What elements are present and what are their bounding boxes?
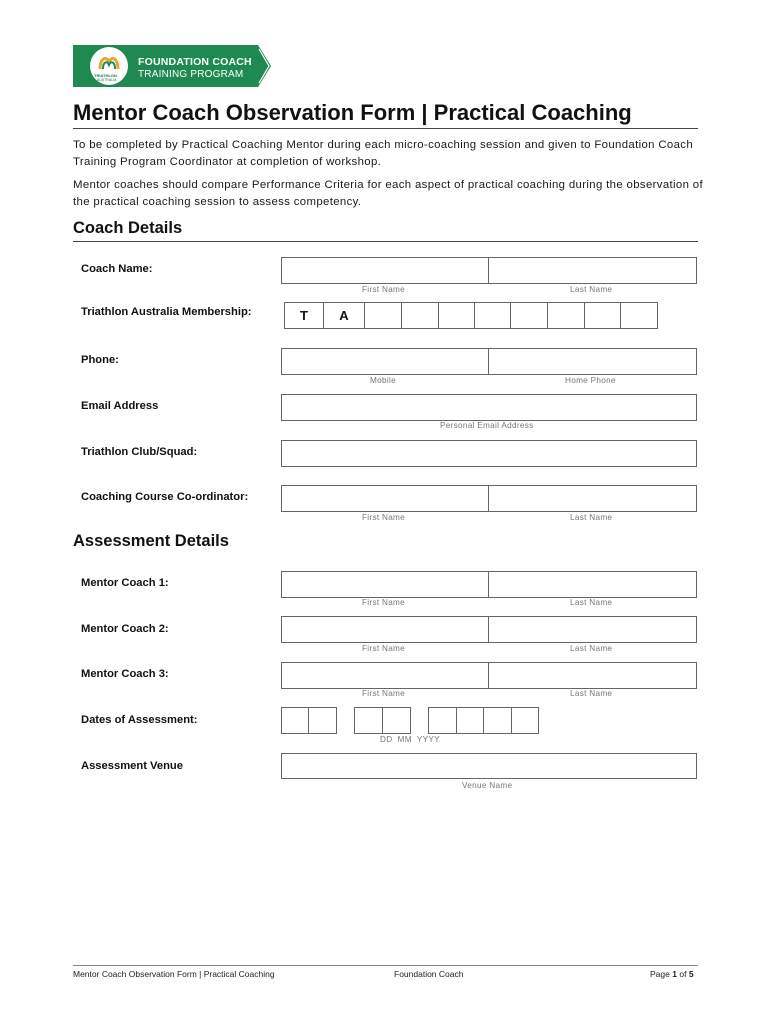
year-digit-2-input[interactable] — [456, 707, 484, 734]
mentor1-last-name-input[interactable] — [488, 571, 697, 598]
membership-label: Triathlon Australia Membership: — [81, 306, 252, 318]
venue-input[interactable] — [281, 753, 697, 779]
coach-first-name-hint: First Name — [362, 285, 406, 294]
membership-prefix-a: A — [323, 302, 365, 329]
home-phone-hint: Home Phone — [565, 376, 616, 385]
mentor1-first-name-hint: First Name — [362, 598, 406, 607]
coordinator-last-name-hint: Last Name — [570, 513, 613, 522]
coordinator-label: Coaching Course Co-ordinator: — [81, 491, 249, 503]
mentor1-first-name-input[interactable] — [281, 571, 489, 598]
mentor2-first-name-hint: First Name — [362, 644, 406, 653]
day-digit-2-input[interactable] — [308, 707, 337, 734]
year-digit-4-input[interactable] — [511, 707, 539, 734]
title-divider — [73, 128, 698, 129]
month-digit-1-input[interactable] — [354, 707, 383, 734]
footer-divider — [73, 965, 698, 966]
page-total: 5 — [688, 969, 694, 979]
mentor2-label: Mentor Coach 2: — [81, 623, 169, 635]
coordinator-first-name-hint: First Name — [362, 513, 406, 522]
mentor3-first-name-hint: First Name — [362, 689, 406, 698]
club-label: Triathlon Club/Squad: — [81, 446, 198, 458]
coach-name-label: Coach Name: — [81, 263, 153, 275]
coach-details-divider — [73, 241, 698, 242]
mobile-hint: Mobile — [370, 376, 396, 385]
logo-line2: TRAINING PROGRAM — [138, 69, 244, 80]
membership-digit-7[interactable] — [584, 302, 621, 329]
email-hint: Personal Email Address — [440, 421, 534, 430]
logo-mark-line2: AUSTRALIA — [97, 78, 117, 82]
mentor1-label: Mentor Coach 1: — [81, 577, 169, 589]
membership-digit-6[interactable] — [547, 302, 585, 329]
email-input[interactable] — [281, 394, 697, 421]
mentor3-first-name-input[interactable] — [281, 662, 489, 689]
coach-details-heading: Coach Details — [73, 219, 183, 237]
page-title: Mentor Coach Observation Form | Practical Coaching — [73, 100, 632, 125]
membership-digit-1[interactable] — [364, 302, 402, 329]
mentor3-last-name-input[interactable] — [488, 662, 697, 689]
page-prefix: Page — [650, 969, 670, 979]
mentor2-last-name-hint: Last Name — [570, 644, 613, 653]
footer-form-title: Mentor Coach Observation Form | Practical Coaching — [73, 969, 275, 979]
intro-paragraph-1: To be completed by Practical Coaching Mentor during each micro-coaching session and given to Foundation Coach Training Program Coordinator at completion of workshop. — [73, 139, 694, 168]
venue-hint: Venue Name — [462, 781, 513, 790]
email-label: Email Address — [81, 400, 159, 412]
footer-page-number — [650, 969, 694, 979]
dates-label: Dates of Assessment: — [81, 714, 198, 726]
month-digit-2-input[interactable] — [382, 707, 411, 734]
home-phone-input[interactable] — [488, 348, 697, 375]
mentor2-last-name-input[interactable] — [488, 616, 697, 643]
membership-digit-8[interactable] — [620, 302, 658, 329]
day-digit-1-input[interactable] — [281, 707, 309, 734]
mentor1-last-name-hint: Last Name — [570, 598, 613, 607]
membership-digit-2[interactable] — [401, 302, 439, 329]
footer-program: Foundation Coach — [394, 969, 464, 979]
year-digit-1-input[interactable] — [428, 707, 457, 734]
mobile-phone-input[interactable] — [281, 348, 489, 375]
membership-digit-4[interactable] — [474, 302, 511, 329]
coach-first-name-input[interactable] — [281, 257, 489, 284]
mentor3-label: Mentor Coach 3: — [81, 668, 169, 680]
page-current: 1 — [672, 969, 677, 979]
mentor3-last-name-hint: Last Name — [570, 689, 613, 698]
foundation-coach-logo — [73, 45, 273, 87]
intro-paragraph-2: Mentor coaches should compare Performance Criteria for each aspect of practical coaching during the observation of the practical coaching session to assess competency. — [73, 179, 703, 208]
year-digit-3-input[interactable] — [483, 707, 512, 734]
logo-mark-line1: TRIATHLON — [94, 73, 117, 78]
dates-hint: DD MM YYYY — [380, 735, 440, 744]
mentor2-first-name-input[interactable] — [281, 616, 489, 643]
membership-digit-3[interactable] — [438, 302, 475, 329]
phone-label: Phone: — [81, 354, 119, 366]
assessment-details-heading: Assessment Details — [73, 532, 229, 550]
coach-last-name-hint: Last Name — [570, 285, 613, 294]
club-input[interactable] — [281, 440, 697, 467]
coordinator-last-name-input[interactable] — [488, 485, 697, 512]
page-of: of — [679, 969, 687, 979]
membership-digit-5[interactable] — [510, 302, 548, 329]
coach-last-name-input[interactable] — [488, 257, 697, 284]
membership-prefix-t: T — [284, 302, 324, 329]
venue-label: Assessment Venue — [81, 760, 183, 772]
logo-line1: FOUNDATION COACH — [138, 56, 252, 68]
coordinator-first-name-input[interactable] — [281, 485, 489, 512]
